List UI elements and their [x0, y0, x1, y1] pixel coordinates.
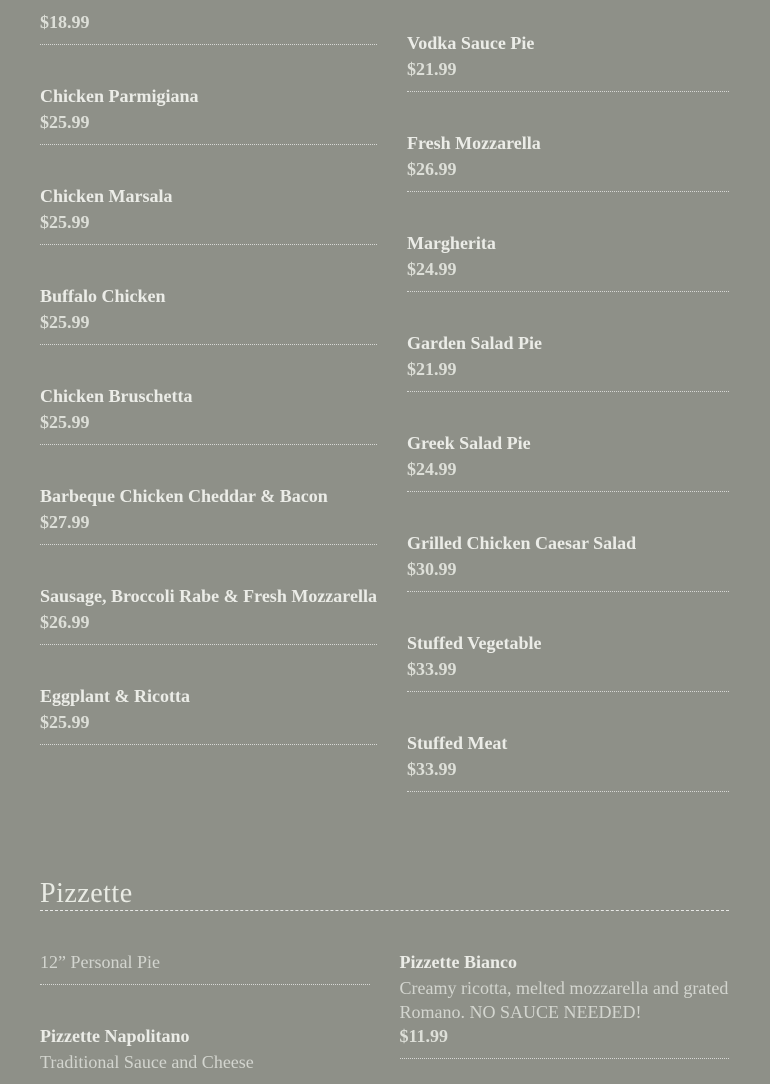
- item-price: $30.99: [406, 559, 457, 579]
- item-name: Chicken Parmigiana: [40, 86, 199, 106]
- item-name: [40, 0, 377, 8]
- menu-item: [40, 0, 377, 45]
- item-name: Buffalo Chicken: [40, 286, 166, 306]
- item-name: Barbeque Chicken Cheddar & Bacon: [40, 486, 328, 506]
- item-price: $24.99: [406, 259, 457, 279]
- menu-item: [40, 545, 377, 645]
- menu-item: [40, 145, 377, 245]
- menu-item: [407, 292, 729, 392]
- item-name: Pizzette Napolitano: [40, 1026, 190, 1046]
- item-price: $26.99: [40, 612, 90, 632]
- item-name: Sausage, Broccoli Rabe & Fresh Mozzarella: [40, 586, 377, 606]
- item-price: $33.99: [406, 759, 457, 779]
- item-price: $25.99: [40, 712, 90, 732]
- item-description-line: Romano. NO SAUCE NEEDED!: [399, 1002, 642, 1022]
- item-price: $25.99: [40, 112, 90, 132]
- pizzette-section: [40, 911, 729, 1084]
- menu-item: [40, 445, 377, 545]
- item-name: Chicken Bruschetta: [40, 386, 193, 406]
- pizzette-left-column: [40, 911, 370, 1084]
- item-name: Vodka Sauce Pie: [406, 33, 535, 53]
- menu-item: [400, 911, 730, 1059]
- item-name: Eggplant & Ricotta: [40, 686, 190, 706]
- item-name: Garden Salad Pie: [406, 333, 542, 353]
- item-name: Pizzette Bianco: [399, 952, 517, 972]
- pies-left-column: [40, 0, 377, 745]
- menu-item: [407, 0, 729, 92]
- item-price: $26.99: [406, 159, 457, 179]
- item-name: Grilled Chicken Caesar Salad: [406, 533, 637, 553]
- item-description: 12” Personal Pie: [40, 952, 160, 972]
- item-name: Margherita: [406, 233, 496, 253]
- item-name: Greek Salad Pie: [406, 433, 531, 453]
- menu-item: [40, 985, 370, 1084]
- menu-item: [40, 911, 370, 985]
- item-price: $25.99: [40, 312, 90, 332]
- menu-item: [40, 45, 377, 145]
- item-name: Chicken Marsala: [40, 186, 173, 206]
- item-price: $18.99: [40, 12, 90, 32]
- pies-right-column: [407, 0, 729, 792]
- item-name: Stuffed Meat: [406, 733, 508, 753]
- section-heading-pizzette: Pizzette: [40, 878, 729, 911]
- menu-item: [40, 245, 377, 345]
- menu-item: [407, 392, 729, 492]
- item-price: $25.99: [40, 212, 90, 232]
- item-description-line: Creamy ricotta, melted mozzarella and grated: [399, 978, 729, 998]
- menu-item: [407, 592, 729, 692]
- menu-item: [40, 645, 377, 745]
- item-price: $25.99: [40, 412, 90, 432]
- pizzette-right-column: [400, 911, 730, 1059]
- menu-item: [407, 192, 729, 292]
- menu-item: [407, 92, 729, 192]
- item-price: $27.99: [40, 512, 90, 532]
- pies-section: [40, 0, 729, 792]
- menu-item: [407, 492, 729, 592]
- menu-item: [407, 692, 729, 792]
- item-price: $21.99: [406, 59, 457, 79]
- item-price: $11.99: [399, 1026, 449, 1046]
- menu-item: [40, 345, 377, 445]
- item-price: $24.99: [406, 459, 457, 479]
- item-description: Traditional Sauce and Cheese: [40, 1052, 254, 1072]
- item-price: $21.99: [406, 359, 457, 379]
- item-name: Stuffed Vegetable: [406, 633, 542, 653]
- item-name: Fresh Mozzarella: [406, 133, 541, 153]
- item-price: $33.99: [406, 659, 457, 679]
